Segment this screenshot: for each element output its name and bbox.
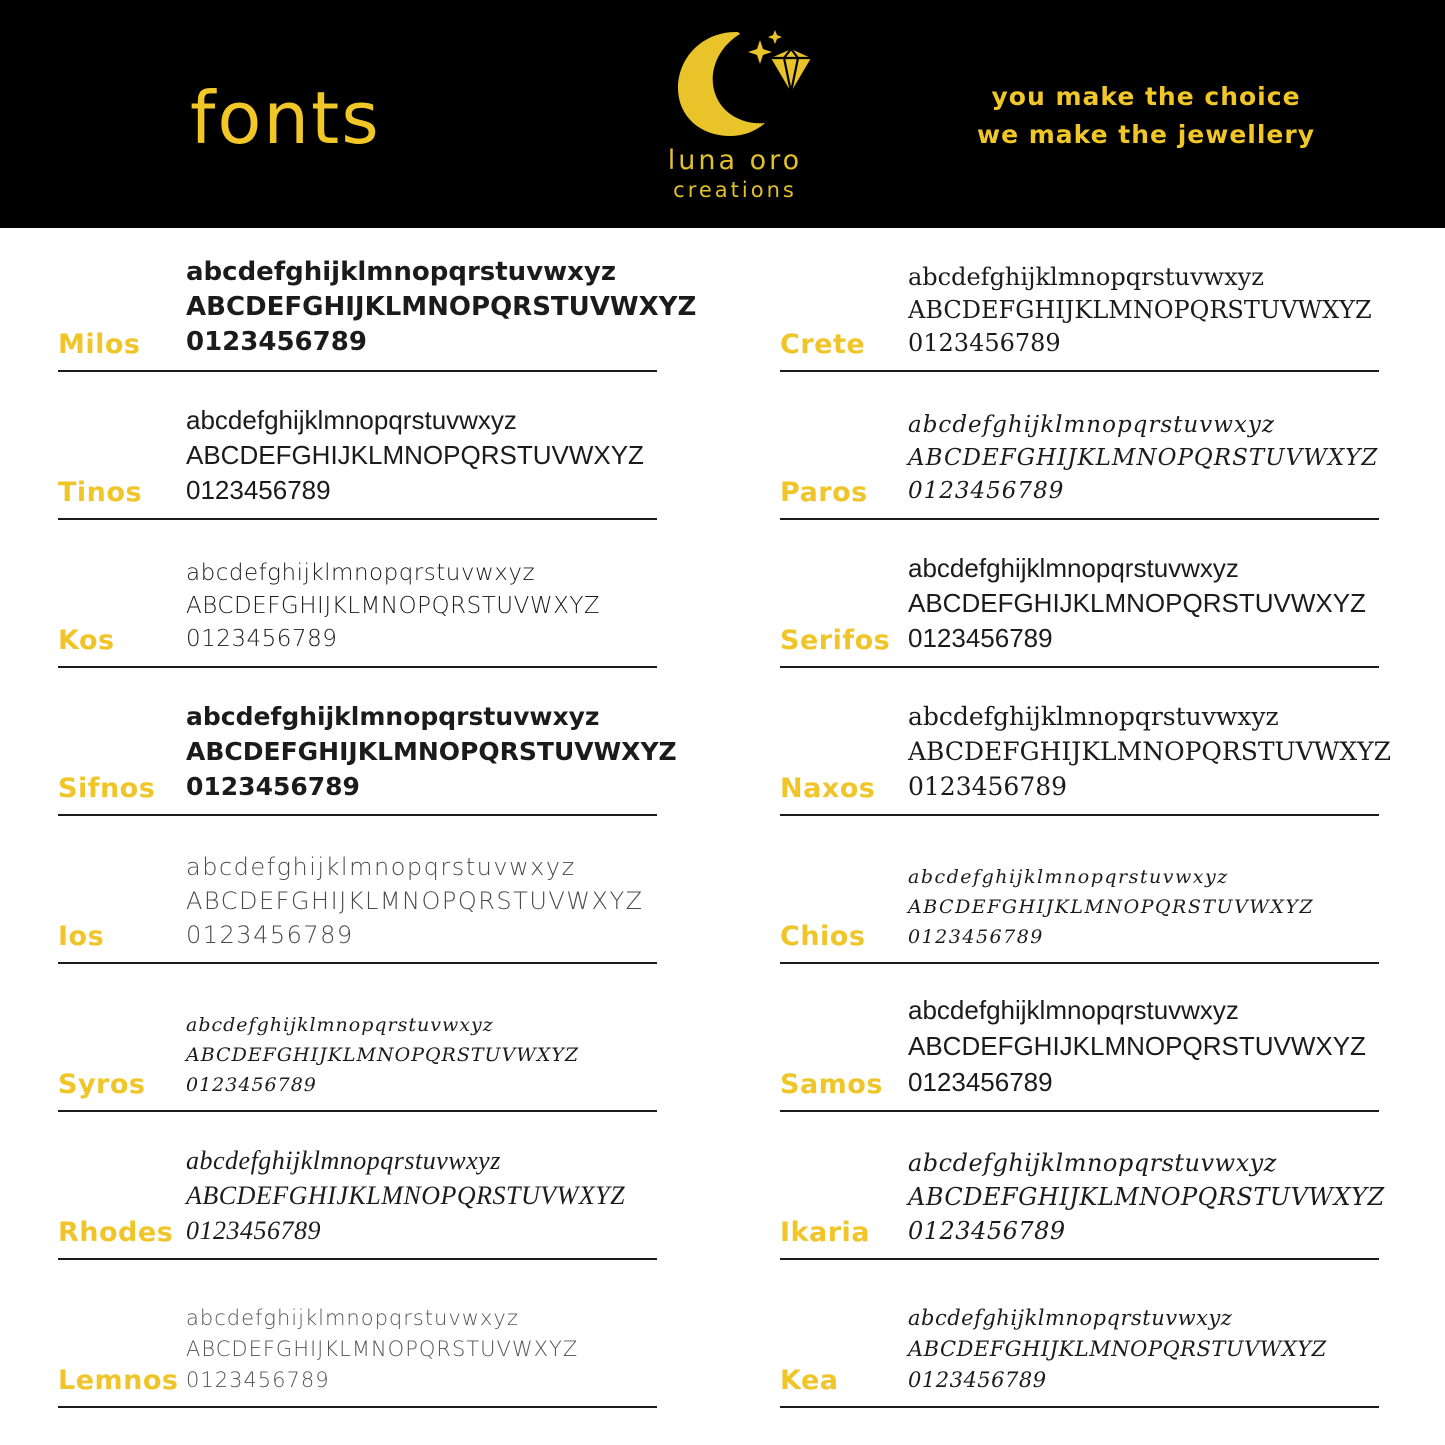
sample-digits: 0123456789 [908, 1217, 1066, 1245]
font-name-label: Lemnos [58, 1365, 179, 1396]
font-name-label: Tinos [58, 477, 143, 508]
sample-lowercase: abcdefghijklmnopqrstuvwxyz [908, 702, 1279, 731]
font-specimen-milos [0, 246, 722, 394]
divider [780, 1406, 1379, 1408]
sample-uppercase: ABCDEFGHIJKLMNOPQRSTUVWXYZ [908, 1183, 1385, 1211]
tagline-line-2: we make the jewellery [977, 120, 1315, 149]
font-row [0, 690, 1445, 838]
font-specimen-sifnos [0, 690, 722, 838]
font-specimen-kea [722, 1282, 1444, 1430]
sample-lowercase: abcdefghijklmnopqrstuvwxyz [186, 1306, 519, 1330]
font-sample-text [908, 992, 1379, 1100]
sample-uppercase: ABCDEFGHIJKLMNOPQRSTUVWXYZ [186, 737, 677, 766]
sample-uppercase: ABCDEFGHIJKLMNOPQRSTUVWXYZ [908, 896, 1315, 918]
font-name-label: Crete [780, 329, 866, 360]
font-sample-text [186, 403, 657, 508]
sample-uppercase: ABCDEFGHIJKLMNOPQRSTUVWXYZ [186, 1337, 579, 1361]
font-name-label: Kea [780, 1365, 839, 1396]
sample-uppercase: ABCDEFGHIJKLMNOPQRSTUVWXYZ [908, 588, 1366, 618]
sample-digits: 0123456789 [186, 626, 338, 652]
font-specimen-naxos [722, 690, 1444, 838]
sample-uppercase: ABCDEFGHIJKLMNOPQRSTUVWXYZ [908, 737, 1392, 766]
font-name-label: Sifnos [58, 773, 156, 804]
divider [58, 1258, 657, 1260]
font-name-label: Chios [780, 921, 866, 952]
sample-digits: 0123456789 [908, 772, 1068, 801]
font-specimen-serifos [722, 542, 1444, 690]
font-name-label: Serifos [780, 625, 891, 656]
sample-lowercase: abcdefghijklmnopqrstuvwxyz [186, 257, 617, 287]
sample-digits: 0123456789 [908, 478, 1065, 504]
font-sample-text [908, 261, 1379, 360]
tagline-line-1: you make the choice [991, 82, 1301, 111]
font-specimen-rhodes [0, 1134, 722, 1282]
font-name-label: Rhodes [58, 1217, 174, 1248]
sample-lowercase: abcdefghijklmnopqrstuvwxyz [908, 263, 1264, 291]
divider [58, 1110, 657, 1112]
font-sample-text [186, 1010, 657, 1100]
sample-lowercase: abcdefghijklmnopqrstuvwxyz [186, 853, 576, 881]
font-row [0, 1282, 1445, 1430]
sample-uppercase: ABCDEFGHIJKLMNOPQRSTUVWXYZ [186, 1044, 580, 1066]
sample-lowercase: abcdefghijklmnopqrstuvwxyz [908, 866, 1229, 888]
font-specimen-crete [722, 246, 1444, 394]
font-sample-text [186, 1143, 657, 1248]
font-specimen-paros [722, 394, 1444, 542]
sample-uppercase: ABCDEFGHIJKLMNOPQRSTUVWXYZ [186, 1181, 626, 1210]
divider [780, 666, 1379, 668]
sample-lowercase: abcdefghijklmnopqrstuvwxyz [908, 1149, 1277, 1177]
sample-uppercase: ABCDEFGHIJKLMNOPQRSTUVWXYZ [908, 1031, 1366, 1061]
font-specimen-grid [0, 228, 1445, 1430]
font-name-label: Naxos [780, 773, 876, 804]
divider [780, 814, 1379, 816]
sample-lowercase: abcdefghijklmnopqrstuvwxyz [186, 560, 536, 586]
font-name-label: Ios [58, 921, 105, 952]
font-name-label: Samos [780, 1069, 883, 1100]
brand-subtitle: creations [673, 178, 797, 202]
font-specimen-tinos [0, 394, 722, 542]
font-specimen-samos [722, 986, 1444, 1134]
sample-digits: 0123456789 [186, 475, 331, 505]
divider [780, 370, 1379, 372]
divider [780, 518, 1379, 520]
divider [780, 1258, 1379, 1260]
font-specimen-chios [722, 838, 1444, 986]
divider [58, 814, 657, 816]
tagline [977, 78, 1315, 154]
sample-digits: 0123456789 [186, 1368, 330, 1392]
sample-uppercase: ABCDEFGHIJKLMNOPQRSTUVWXYZ [186, 292, 697, 322]
sample-uppercase: ABCDEFGHIJKLMNOPQRSTUVWXYZ [186, 887, 644, 915]
sample-lowercase: abcdefghijklmnopqrstuvwxyz [908, 995, 1239, 1025]
font-sample-text [186, 557, 657, 656]
font-row [0, 394, 1445, 542]
font-sample-text [186, 255, 697, 360]
divider [58, 962, 657, 964]
font-name-label: Kos [58, 625, 115, 656]
sample-digits: 0123456789 [908, 623, 1053, 653]
font-row [0, 1134, 1445, 1282]
sample-lowercase: abcdefghijklmnopqrstuvwxyz [186, 405, 517, 435]
sample-digits: 0123456789 [186, 1074, 317, 1096]
font-row [0, 246, 1445, 394]
divider [58, 370, 657, 372]
font-row [0, 986, 1445, 1134]
font-sample-text [908, 1303, 1379, 1396]
font-name-label: Milos [58, 329, 141, 360]
page-header [0, 0, 1445, 228]
font-sample-text [908, 1146, 1385, 1248]
sample-uppercase: ABCDEFGHIJKLMNOPQRSTUVWXYZ [186, 440, 644, 470]
sample-uppercase: ABCDEFGHIJKLMNOPQRSTUVWXYZ [186, 593, 601, 619]
font-specimen-kos [0, 542, 722, 690]
sample-uppercase: ABCDEFGHIJKLMNOPQRSTUVWXYZ [908, 1337, 1327, 1361]
sample-digits: 0123456789 [186, 921, 354, 949]
sample-lowercase: abcdefghijklmnopqrstuvwxyz [908, 553, 1239, 583]
brand-name: luna oro [667, 145, 803, 176]
font-name-label: Ikaria [780, 1217, 871, 1248]
sample-digits: 0123456789 [186, 772, 360, 801]
font-specimen-syros [0, 986, 722, 1134]
sample-digits: 0123456789 [186, 1216, 321, 1245]
font-row [0, 838, 1445, 986]
sample-digits: 0123456789 [908, 329, 1061, 357]
sample-uppercase: ABCDEFGHIJKLMNOPQRSTUVWXYZ [908, 445, 1379, 471]
sample-uppercase: ABCDEFGHIJKLMNOPQRSTUVWXYZ [908, 296, 1372, 324]
font-sample-text [908, 409, 1379, 508]
font-specimen-lemnos [0, 1282, 722, 1430]
brand-logo [605, 24, 865, 202]
divider [58, 1406, 657, 1408]
font-sample-text [186, 699, 677, 804]
font-name-label: Paros [780, 477, 868, 508]
divider [780, 962, 1379, 964]
sample-lowercase: abcdefghijklmnopqrstuvwxyz [186, 1146, 501, 1175]
sample-digits: 0123456789 [186, 327, 367, 357]
sample-digits: 0123456789 [908, 926, 1044, 948]
sample-lowercase: abcdefghijklmnopqrstuvwxyz [908, 412, 1276, 438]
font-row [0, 542, 1445, 690]
font-sample-text [186, 1303, 657, 1396]
divider [58, 518, 657, 520]
font-specimen-ios [0, 838, 722, 986]
sample-lowercase: abcdefghijklmnopqrstuvwxyz [186, 702, 600, 731]
page-title: fonts [190, 76, 381, 160]
sample-digits: 0123456789 [908, 1067, 1053, 1097]
sample-digits: 0123456789 [908, 1368, 1047, 1392]
font-sample-text [908, 862, 1379, 952]
font-sample-text [908, 551, 1379, 656]
font-sample-text [186, 850, 657, 952]
font-name-label: Syros [58, 1069, 146, 1100]
font-specimen-ikaria [722, 1134, 1444, 1282]
crescent-moon-and-diamond-icon [640, 24, 830, 139]
divider [58, 666, 657, 668]
sample-lowercase: abcdefghijklmnopqrstuvwxyz [186, 1014, 494, 1036]
font-sample-text [908, 699, 1392, 804]
divider [780, 1110, 1379, 1112]
sample-lowercase: abcdefghijklmnopqrstuvwxyz [908, 1306, 1233, 1330]
